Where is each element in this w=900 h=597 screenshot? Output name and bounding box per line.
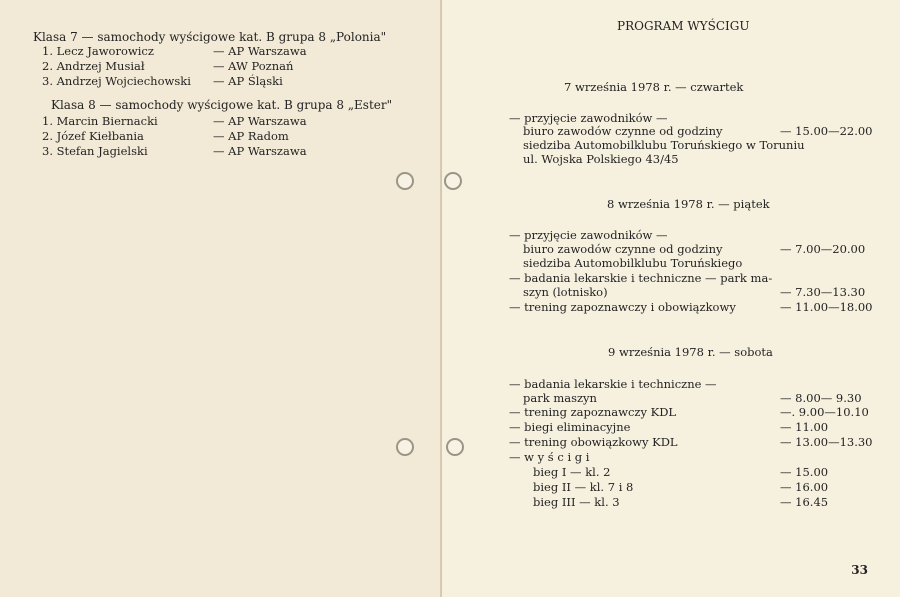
day3-line-1: — badania lekarskie i techniczne —: [509, 377, 717, 391]
class7-entry-1-name: 1. Lecz Jaworowicz: [42, 44, 154, 58]
day2-line-6: — trening zapoznawczy i obowiązkowy: [509, 300, 736, 314]
day2-line-2: biuro zawodów czynne od godziny: [523, 242, 723, 256]
day3-time-4: — 11.00: [780, 420, 829, 434]
day1-time-2: — 15.00—22.00: [780, 124, 873, 138]
day3-time-5: — 13.00—13.30: [780, 435, 873, 449]
day3-line-5: — trening obowiązkowy KDL: [509, 435, 678, 449]
day2-line-5: szyn (lotnisko): [523, 285, 608, 299]
class8-heading: Klasa 8 — samochody wyścigowe kat. B grupa 8 „Ester": [51, 98, 393, 112]
class7-heading: Klasa 7 — samochody wyścigowe kat. B grupa 8 „Polonia": [33, 30, 387, 44]
punch-hole-right-bottom: [446, 438, 464, 456]
day1-date: 7 września 1978 r. — czwartek: [564, 80, 744, 94]
day1-line-3: siedziba Automobilklubu Toruńskiego w Toruniu: [523, 138, 805, 152]
page-number: 33: [851, 563, 868, 577]
punch-hole-left-bottom: [396, 438, 414, 456]
day2-date: 8 września 1978 r. — piątek: [607, 197, 770, 211]
class8-entry-3-club: — AP Warszawa: [213, 144, 307, 158]
day3-line-7: bieg I — kl. 2: [533, 465, 611, 479]
class7-entry-3-name: 3. Andrzej Wojciechowski: [42, 74, 191, 88]
day3-line-9: bieg III — kl. 3: [533, 495, 620, 509]
punch-hole-left-top: [396, 172, 414, 190]
day3-time-9: — 16.45: [780, 495, 829, 509]
day2-time-5: — 7.30—13.30: [780, 285, 866, 299]
day2-time-6: — 11.00—18.00: [780, 300, 873, 314]
day3-time-8: — 16.00: [780, 480, 829, 494]
day1-line-1: — przyjęcie zawodników —: [509, 111, 668, 125]
program-title: PROGRAM WYŚCIGU: [617, 19, 750, 33]
class8-entry-2-name: 2. Józef Kiełbania: [42, 129, 144, 143]
day1-line-2: biuro zawodów czynne od godziny: [523, 124, 723, 138]
left-page: [0, 0, 442, 597]
class8-entry-2-club: — AP Radom: [213, 129, 289, 143]
day3-line-8: bieg II — kl. 7 i 8: [533, 480, 634, 494]
class8-entry-3-name: 3. Stefan Jagielski: [42, 144, 148, 158]
class8-entry-1-name: 1. Marcin Biernacki: [42, 114, 158, 128]
class7-entry-2-name: 2. Andrzej Musiał: [42, 59, 145, 73]
day2-line-3: siedziba Automobilklubu Toruńskiego: [523, 256, 743, 270]
day3-time-3: —. 9.00—10.10: [780, 405, 869, 419]
class7-entry-2-club: — AW Poznań: [213, 59, 294, 73]
day3-line-3: — trening zapoznawczy KDL: [509, 405, 677, 419]
class7-entry-1-club: — AP Warszawa: [213, 44, 307, 58]
day2-line-1: — przyjęcie zawodników —: [509, 228, 668, 242]
class8-entry-1-club: — AP Warszawa: [213, 114, 307, 128]
day3-time-7: — 15.00: [780, 465, 829, 479]
day1-line-4: ul. Wojska Polskiego 43/45: [523, 152, 679, 166]
day2-line-4: — badania lekarskie i techniczne — park ma-: [509, 271, 773, 285]
day3-time-2: — 8.00— 9.30: [780, 391, 862, 405]
day3-date: 9 września 1978 r. — sobota: [608, 345, 773, 359]
day3-line-4: — biegi eliminacyjne: [509, 420, 631, 434]
right-page: [442, 0, 900, 597]
day2-time-2: — 7.00—20.00: [780, 242, 866, 256]
class7-entry-3-club: — AP Śląski: [213, 74, 283, 88]
day3-line-2: park maszyn: [523, 391, 597, 405]
day3-line-6: — w y ś c i g i: [509, 450, 590, 464]
punch-hole-right-top: [444, 172, 462, 190]
